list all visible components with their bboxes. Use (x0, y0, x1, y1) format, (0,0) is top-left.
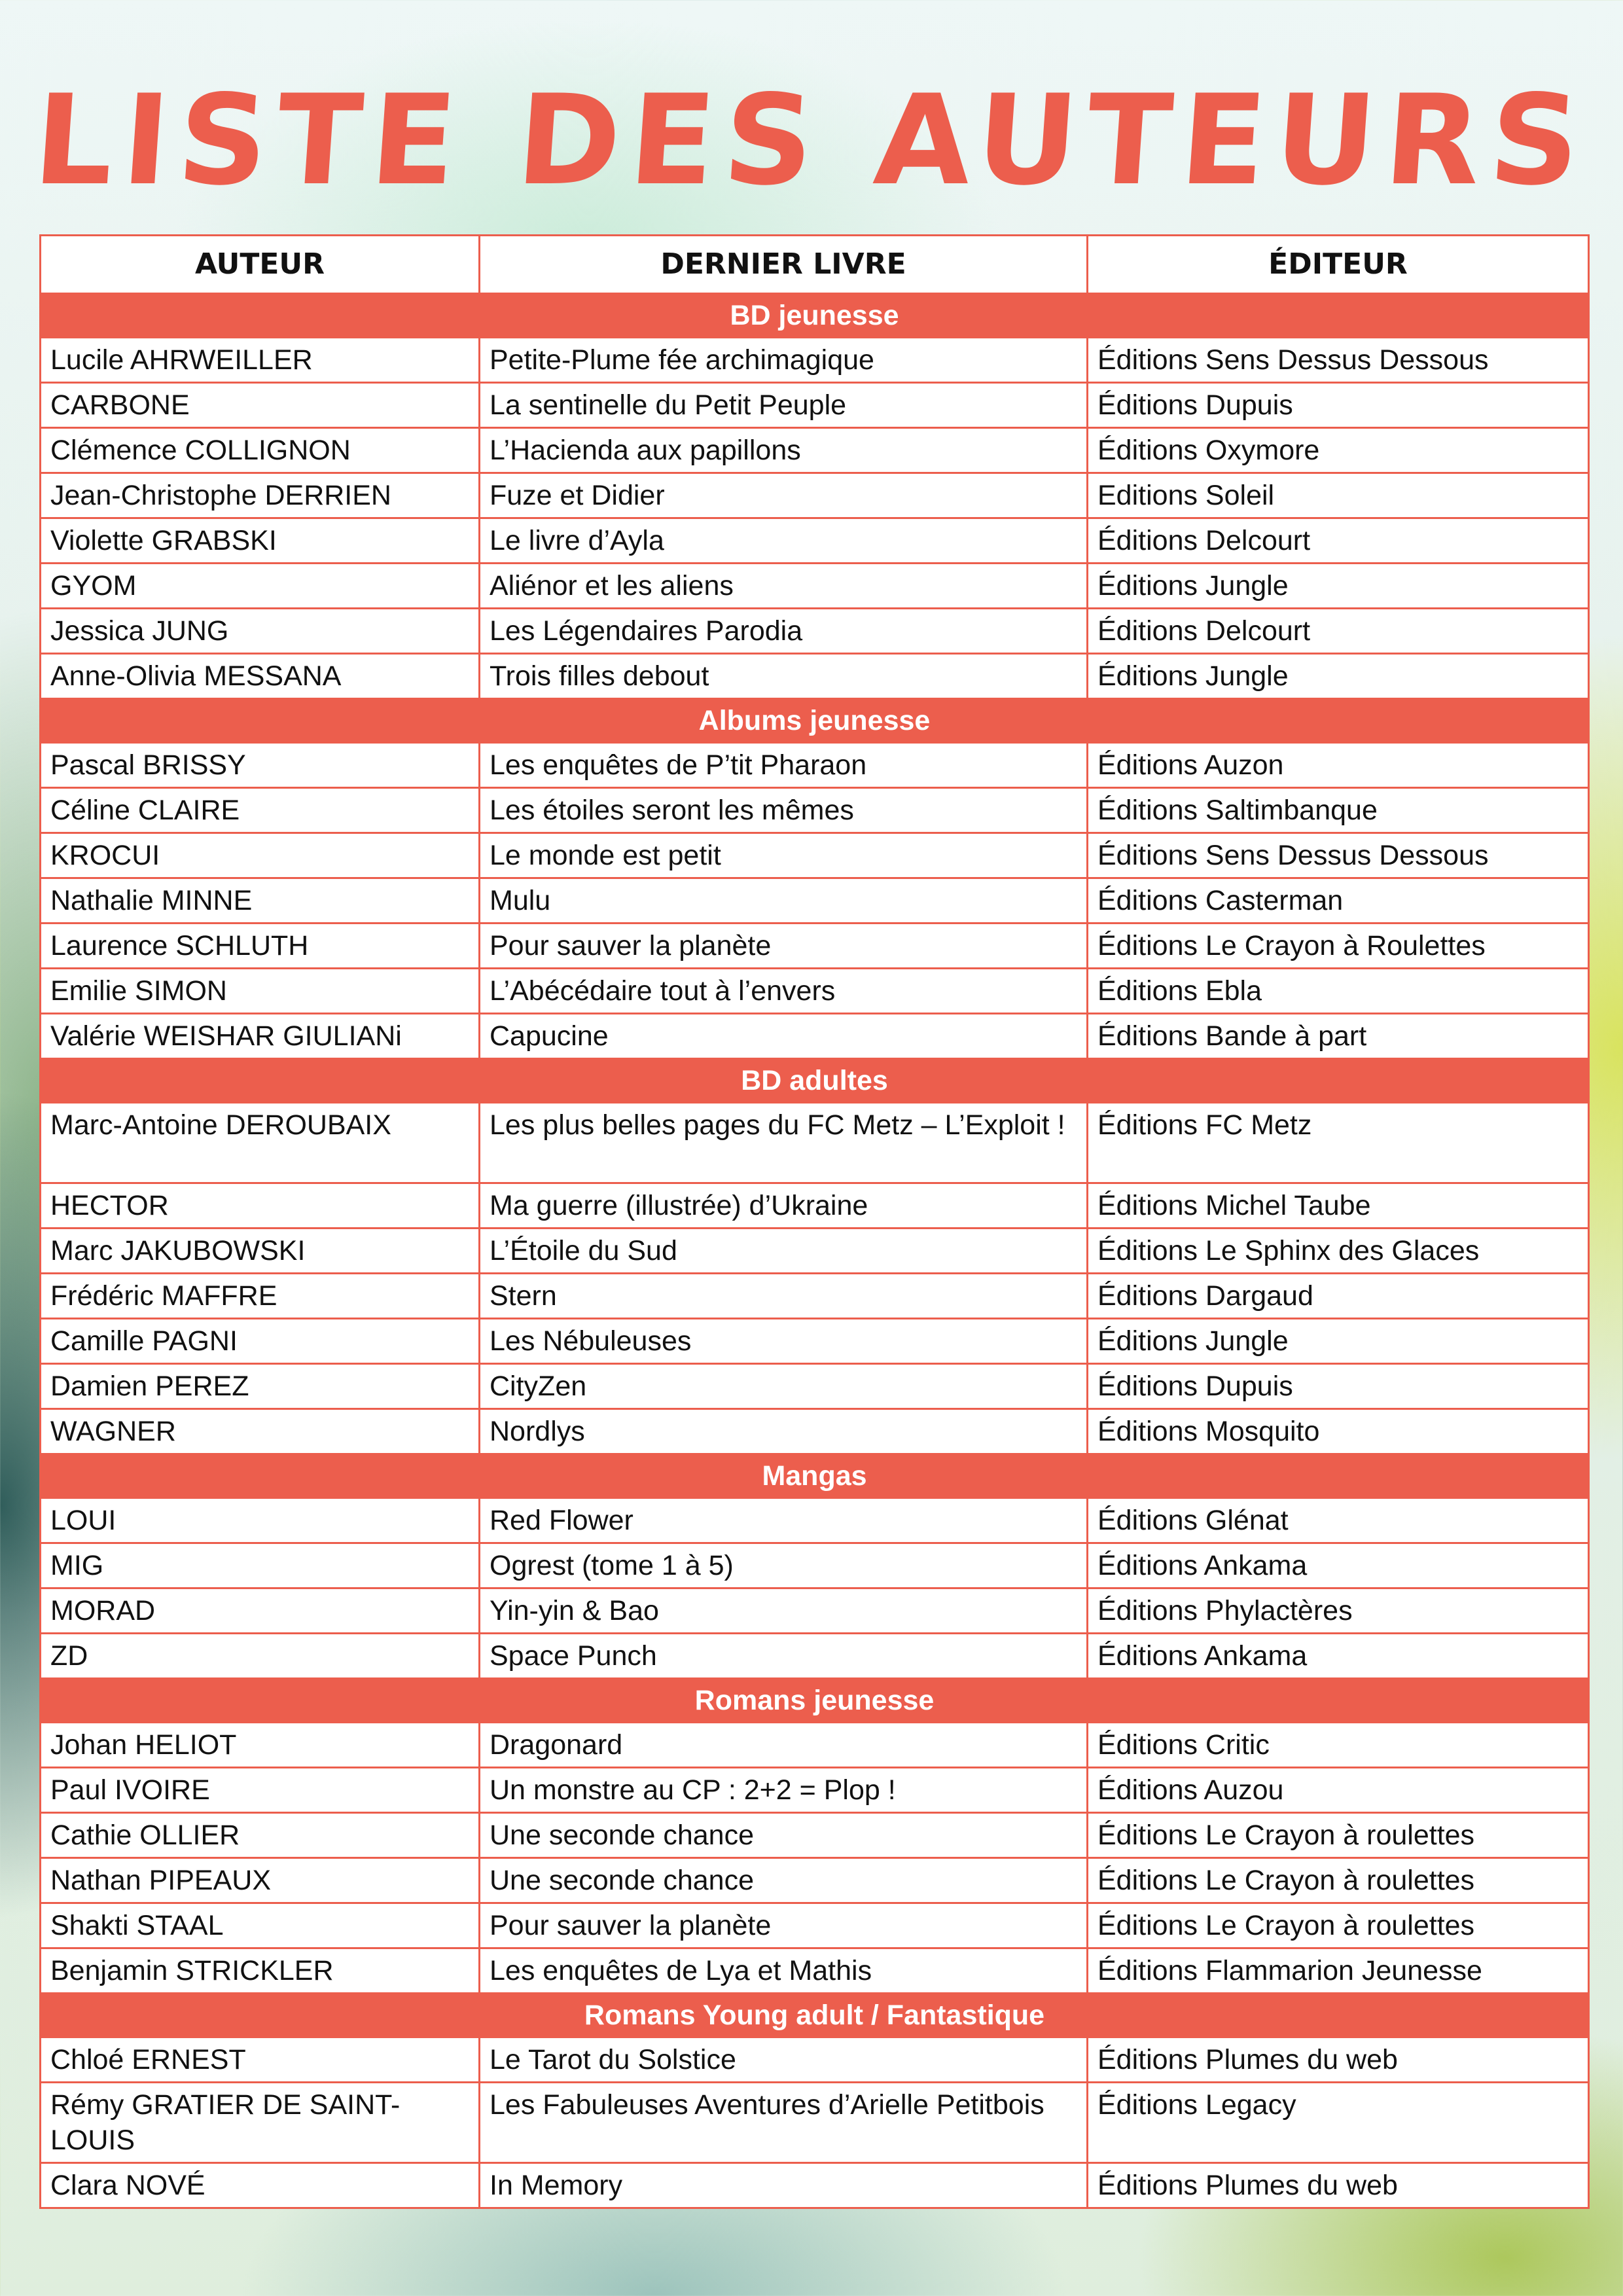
book-cell: Le livre d’Ayla (480, 518, 1088, 564)
table-row (41, 654, 1589, 699)
publisher-cell: Éditions Michel Taube (1088, 1183, 1589, 1229)
table-row (41, 1319, 1589, 1364)
section-title: BD jeunesse (41, 294, 1589, 338)
book-cell: Les Nébuleuses (480, 1319, 1088, 1364)
table-row (41, 2083, 1589, 2163)
publisher-cell: Éditions Mosquito (1088, 1409, 1589, 1454)
book-cell: Fuze et Didier (480, 473, 1088, 518)
section-title: Romans Young adult / Fantastique (41, 1994, 1589, 2037)
table-row (41, 1723, 1589, 1768)
table-row (41, 878, 1589, 924)
table-row (41, 1498, 1589, 1543)
section-row (41, 1994, 1589, 2037)
section-title: BD adultes (41, 1059, 1589, 1103)
author-cell: Shakti STAAL (41, 1903, 480, 1948)
author-cell: Johan HELIOT (41, 1723, 480, 1768)
author-cell: Emilie SIMON (41, 969, 480, 1014)
book-cell: CityZen (480, 1364, 1088, 1409)
book-cell: Les plus belles pages du FC Metz – L’Exploit ! (480, 1103, 1088, 1183)
book-cell: In Memory (480, 2163, 1088, 2208)
publisher-cell: Editions Soleil (1088, 473, 1589, 518)
table-row (41, 1634, 1589, 1679)
book-cell: Les Fabuleuses Aventures d’Arielle Petitbois (480, 2083, 1088, 2163)
book-cell: Yin-yin & Bao (480, 1588, 1088, 1634)
book-cell: Les enquêtes de P’tit Pharaon (480, 743, 1088, 788)
author-cell: Paul IVOIRE (41, 1768, 480, 1813)
book-cell: Les enquêtes de Lya et Mathis (480, 1948, 1088, 1994)
author-cell: MORAD (41, 1588, 480, 1634)
publisher-cell: Éditions Dargaud (1088, 1274, 1589, 1319)
author-cell: Rémy GRATIER DE SAINT-LOUIS (41, 2083, 480, 2163)
table-row (41, 1543, 1589, 1588)
section-row (41, 1059, 1589, 1103)
publisher-cell: Éditions Dupuis (1088, 383, 1589, 428)
book-cell: Les Légendaires Parodia (480, 609, 1088, 654)
book-cell: Capucine (480, 1014, 1088, 1059)
publisher-cell: Éditions Jungle (1088, 564, 1589, 609)
publisher-cell: Éditions Glénat (1088, 1498, 1589, 1543)
book-cell: Trois filles debout (480, 654, 1088, 699)
author-cell: Benjamin STRICKLER (41, 1948, 480, 1994)
publisher-cell: Éditions Le Sphinx des Glaces (1088, 1229, 1589, 1274)
section-title: Mangas (41, 1454, 1589, 1498)
book-cell: Space Punch (480, 1634, 1088, 1679)
table-row (41, 1768, 1589, 1813)
author-cell: MIG (41, 1543, 480, 1588)
publisher-cell: Éditions Saltimbanque (1088, 788, 1589, 833)
book-cell: L’Étoile du Sud (480, 1229, 1088, 1274)
table-row (41, 2163, 1589, 2208)
book-cell: Une seconde chance (480, 1813, 1088, 1858)
publisher-cell: Éditions Bande à part (1088, 1014, 1589, 1059)
author-cell: Chloé ERNEST (41, 2037, 480, 2083)
author-cell: Laurence SCHLUTH (41, 924, 480, 969)
publisher-cell: Éditions Le Crayon à roulettes (1088, 1813, 1589, 1858)
author-cell: Damien PEREZ (41, 1364, 480, 1409)
table-row (41, 1858, 1589, 1903)
publisher-cell: Éditions Auzou (1088, 1768, 1589, 1813)
author-cell: Nathalie MINNE (41, 878, 480, 924)
header-row (41, 236, 1589, 294)
author-cell: Anne-Olivia MESSANA (41, 654, 480, 699)
author-cell: CARBONE (41, 383, 480, 428)
publisher-cell: Éditions Ankama (1088, 1634, 1589, 1679)
book-cell: Un monstre au CP : 2+2 = Plop ! (480, 1768, 1088, 1813)
author-cell: Frédéric MAFFRE (41, 1274, 480, 1319)
table-row (41, 473, 1589, 518)
table-row (41, 1274, 1589, 1319)
publisher-cell: Éditions Phylactères (1088, 1588, 1589, 1634)
publisher-cell: Éditions Casterman (1088, 878, 1589, 924)
table-row (41, 969, 1589, 1014)
book-cell: Le Tarot du Solstice (480, 2037, 1088, 2083)
book-cell: L’Abécédaire tout à l’envers (480, 969, 1088, 1014)
publisher-cell: Éditions Le Crayon à roulettes (1088, 1903, 1589, 1948)
author-cell: Jean-Christophe DERRIEN (41, 473, 480, 518)
publisher-cell: Éditions Plumes du web (1088, 2163, 1589, 2208)
publisher-cell: Éditions Delcourt (1088, 518, 1589, 564)
author-cell: Cathie OLLIER (41, 1813, 480, 1858)
publisher-cell: Éditions Dupuis (1088, 1364, 1589, 1409)
author-cell: Pascal BRISSY (41, 743, 480, 788)
section-title: Albums jeunesse (41, 699, 1589, 743)
table-row (41, 428, 1589, 473)
author-cell: Marc-Antoine DEROUBAIX (41, 1103, 480, 1183)
table-row (41, 1364, 1589, 1409)
table-row (41, 1948, 1589, 1994)
book-cell: Stern (480, 1274, 1088, 1319)
table-row (41, 2037, 1589, 2083)
header-auteur: AUTEUR (41, 236, 480, 294)
author-cell: WAGNER (41, 1409, 480, 1454)
book-cell: Nordlys (480, 1409, 1088, 1454)
publisher-cell: Éditions Sens Dessus Dessous (1088, 338, 1589, 383)
table-row (41, 1903, 1589, 1948)
publisher-cell: Éditions Flammarion Jeunesse (1088, 1948, 1589, 1994)
author-cell: Marc JAKUBOWSKI (41, 1229, 480, 1274)
section-row (41, 294, 1589, 338)
book-cell: Ogrest (tome 1 à 5) (480, 1543, 1088, 1588)
table-row (41, 1103, 1589, 1183)
author-cell: HECTOR (41, 1183, 480, 1229)
table-row (41, 564, 1589, 609)
table-row (41, 1014, 1589, 1059)
publisher-cell: Éditions Ebla (1088, 969, 1589, 1014)
table-row (41, 1813, 1589, 1858)
publisher-cell: Éditions Ankama (1088, 1543, 1589, 1588)
authors-table (39, 234, 1590, 2209)
table-row (41, 788, 1589, 833)
publisher-cell: Éditions Sens Dessus Dessous (1088, 833, 1589, 878)
book-cell: Petite-Plume fée archimagique (480, 338, 1088, 383)
book-cell: Une seconde chance (480, 1858, 1088, 1903)
author-cell: Jessica JUNG (41, 609, 480, 654)
publisher-cell: Éditions Jungle (1088, 1319, 1589, 1364)
publisher-cell: Éditions Critic (1088, 1723, 1589, 1768)
author-cell: Lucile AHRWEILLER (41, 338, 480, 383)
author-cell: GYOM (41, 564, 480, 609)
table-row (41, 383, 1589, 428)
book-cell: Dragonard (480, 1723, 1088, 1768)
table-row (41, 833, 1589, 878)
publisher-cell: Éditions Jungle (1088, 654, 1589, 699)
author-cell: Valérie WEISHAR GIULIANi (41, 1014, 480, 1059)
book-cell: Les étoiles seront les mêmes (480, 788, 1088, 833)
book-cell: Mulu (480, 878, 1088, 924)
publisher-cell: Éditions Le Crayon à Roulettes (1088, 924, 1589, 969)
author-cell: Camille PAGNI (41, 1319, 480, 1364)
book-cell: L’Hacienda aux papillons (480, 428, 1088, 473)
section-row (41, 699, 1589, 743)
author-cell: Nathan PIPEAUX (41, 1858, 480, 1903)
book-cell: Aliénor et les aliens (480, 564, 1088, 609)
table-body (41, 294, 1589, 2208)
publisher-cell: Éditions Legacy (1088, 2083, 1589, 2163)
book-cell: Pour sauver la planète (480, 924, 1088, 969)
publisher-cell: Éditions Auzon (1088, 743, 1589, 788)
book-cell: La sentinelle du Petit Peuple (480, 383, 1088, 428)
book-cell: Le monde est petit (480, 833, 1088, 878)
table-row (41, 1183, 1589, 1229)
header-editeur: ÉDITEUR (1088, 236, 1589, 294)
author-cell: ZD (41, 1634, 480, 1679)
publisher-cell: Éditions Le Crayon à roulettes (1088, 1858, 1589, 1903)
table-row (41, 743, 1589, 788)
author-cell: Clémence COLLIGNON (41, 428, 480, 473)
table-row (41, 1229, 1589, 1274)
table-row (41, 924, 1589, 969)
table-row (41, 338, 1589, 383)
publisher-cell: Éditions Plumes du web (1088, 2037, 1589, 2083)
table-row (41, 1409, 1589, 1454)
author-cell: Clara NOVÉ (41, 2163, 480, 2208)
book-cell: Pour sauver la planète (480, 1903, 1088, 1948)
table-row (41, 1588, 1589, 1634)
section-row (41, 1454, 1589, 1498)
author-cell: LOUI (41, 1498, 480, 1543)
author-cell: KROCUI (41, 833, 480, 878)
header-dernier-livre: DERNIER LIVRE (480, 236, 1088, 294)
author-cell: Violette GRABSKI (41, 518, 480, 564)
publisher-cell: Éditions Delcourt (1088, 609, 1589, 654)
table-row (41, 609, 1589, 654)
section-row (41, 1679, 1589, 1723)
publisher-cell: Éditions Oxymore (1088, 428, 1589, 473)
publisher-cell: Éditions FC Metz (1088, 1103, 1589, 1183)
table-row (41, 518, 1589, 564)
page-title: LISTE DES AUTEURS (29, 68, 1594, 213)
book-cell: Ma guerre (illustrée) d’Ukraine (480, 1183, 1088, 1229)
section-title: Romans jeunesse (41, 1679, 1589, 1723)
book-cell: Red Flower (480, 1498, 1088, 1543)
author-cell: Céline CLAIRE (41, 788, 480, 833)
